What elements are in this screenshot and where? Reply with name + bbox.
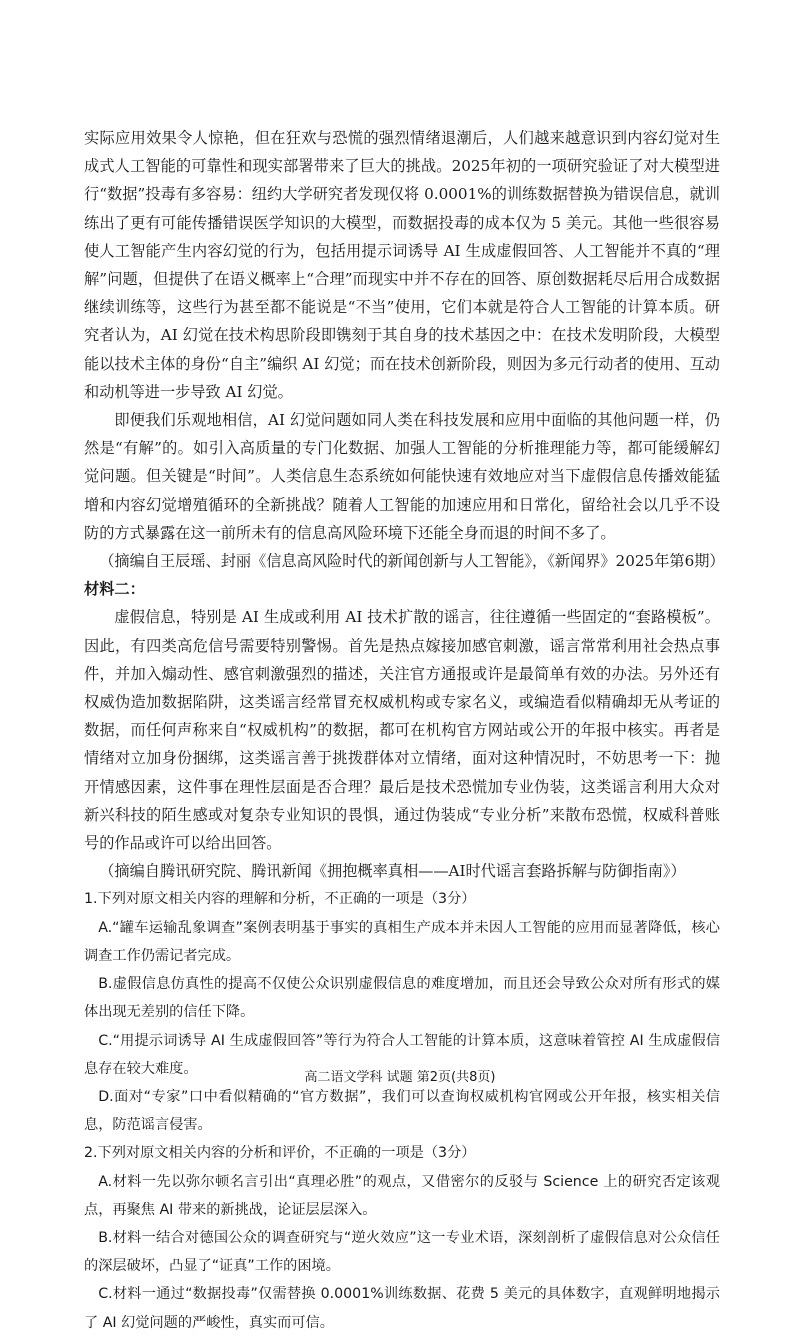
question-2-stem: 2.下列对原文相关内容的分析和评价，不正确的一项是（3分） [84, 1145, 476, 1162]
question-2-option-b: B.材料一结合对德国公众的调查研究与“逆火效应”这一专业术语，深刻剖析了虚假信息对公众信任的深层破坏，凸显了“证真”工作的困境。 [84, 1229, 720, 1275]
material-one-paragraph-2: 即便我们乐观地相信，AI 幻觉问题如同人类在科技发展和应用中面临的其他问题一样，仍然是“有解”的。如引入高质量的专门化数据、加强人工智能的分析推理能力等，都可能缓解幻觉问题。但关键是“时间”。人类信息生态系统如何能快速有效地应对当下虚假信息传播效能猛增和内容幻觉增殖循环的全新挑战？随着人工智能的加速应用和日常化，留给社会以几乎不设防的方式暴露在这一前所未有的信息高风险环境下还能全身而退的时间不多了。 [84, 411, 720, 542]
question-1-option-c: C.“用提示词诱导 AI 生成虚假回答”等行为符合人工智能的计算本质，这意味着管控 AI 生成虚假信息存在较大难度。 [84, 1032, 721, 1077]
question-1-option-b: B.虚假信息仿真性的提高不仅使公众识别虚假信息的难度增加，而且还会导致公众对所有形式的媒体出现无差别的信任下降。 [84, 976, 720, 1021]
material-two-label: 材料二： [84, 580, 145, 599]
material-two-source: （摘编自腾讯研究院、腾讯新闻《拥抱概率真相——AI时代谣言套路拆解与防御指南》） [99, 862, 686, 881]
page-footer: 高二语文学科 试题 第2页(共8页) [304, 1070, 496, 1085]
question-2-option-c: C.材料一通过“数据投毒”仅需替换 0.0001%训练数据、花费 5 美元的具体数字，直观鲜明地揭示了 AI 幻觉问题的严峻性，真实而可信。 [84, 1286, 720, 1331]
question-2-option-a: A.材料一先以弥尔顿名言引出“真理必胜”的观点，又借密尔的反驳与 Science 上的研究否定该观点，再聚焦 AI 带来的新挑战，论证层层深入。 [84, 1173, 720, 1218]
material-two-paragraph-1: 虚假信息，特别是 AI 生成或利用 AI 技术扩散的谣言，往往遵循一些固定的“套路模板”。因此，有四类高危信号需要特别警惕。首先是热点嫁接加感官刺激，谣言常常利用社会热点事件，并加入煽动性、感官刺激强烈的描述，关注官方通报或许是最简单有效的办法。另外还有权威伪造加数据陷阱，这类谣言经常冒充权威机构或专家名义，或编造看似精确却无从考证的数据，而任何声称来自“权威机构”的数据，都可在机构官方网站或公开的年报中核实。再者是情绪对立加身份捆绑，这类谣言善于挑拨群体对立情绪，面对这种情况时，不妨思考一下：抛开情感因素，这件事在理性层面是否合理？最后是技术恐慌加专业伪装，这类谣言利用大众对新兴科技的陌生感或对复杂专业知识的畏惧，通过伪装成“专业分析”来散布恐慌，权威科普账号的作品或许可以给出回答。 [84, 608, 720, 853]
material-one-source: （摘编自王辰瑶、封丽《信息高风险时代的新闻创新与人工智能》，《新闻界》2025年第6期） [99, 552, 725, 571]
question-1-stem: 1.下列对原文相关内容的理解和分析，不正确的一项是（3分） [84, 891, 476, 908]
question-1-option-a: A.“罐车运输乱象调查”案例表明基于事实的真相生产成本并未因人工智能的应用而显著降低，核心调查工作仍需记者完成。 [84, 919, 720, 964]
exam-page-body [84, 124, 725, 1337]
material-one-paragraph-1: 实际应用效果令人惊艳，但在狂欢与恐慌的强烈情绪退潮后，人们越来越意识到内容幻觉对生成式人工智能的可靠性和现实部署带来了巨大的挑战。2025年初的一项研究验证了对大模型进行“数据”投毒有多容易：纽约大学研究者发现仅将 0.0001%的训练数据替换为错误信息，就训练出了更有可能传播错误医学知识的大模型，而数据投毒的成本仅为 5 美元。其他一些很容易使人工智能产生内容幻觉的行为，包括用提示词诱导 AI 生成虚假回答、人工智能并不真的“理解”问题，但提供了在语义概率上“合理”而现实中并不存在的回答、原创数据耗尽后用合成数据继续训练等，这些行为甚至都不能说是“不当”使用，它们本就是符合人工智能的计算本质。研究者认为，AI 幻觉在技术构思阶段即镌刻于其自身的技术基因之中：在技术发明阶段，大模型能以技术主体的身份“自主”编织 AI 幻觉；而在技术创新阶段，则因为多元行动者的使用、互动和动机等进一步导致 AI 幻觉。 [84, 129, 720, 401]
question-1-option-d: D.面对“专家”口中看似精确的“官方数据”，我们可以查询权威机构官网或公开年报，核实相关信息，防范谣言侵害。 [84, 1088, 720, 1134]
